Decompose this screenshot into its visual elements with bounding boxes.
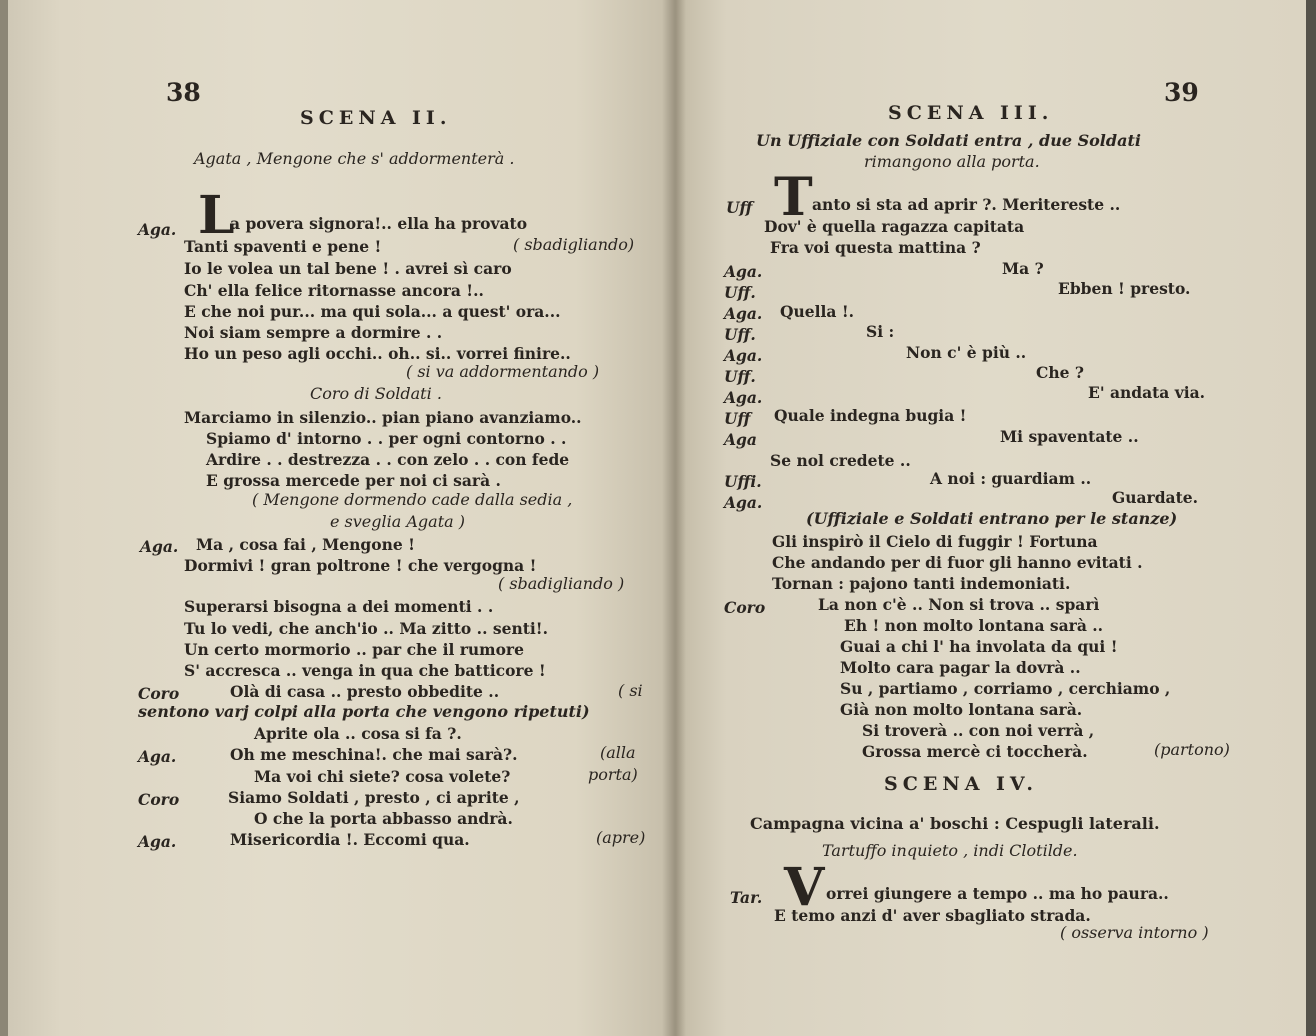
book-cover-edge-right: [1306, 0, 1316, 1036]
scene-heading: SCENA III.: [888, 102, 1054, 124]
verse-line: Siamo Soldati , presto , ci aprite ,: [228, 788, 520, 807]
stage-direction: Agata , Mengone che s' addormenterà .: [194, 149, 515, 168]
scene-heading: SCENA II.: [300, 107, 452, 129]
speaker-label: Uff: [724, 409, 751, 428]
verse-line: Tu lo vedi, che anch'io .. Ma zitto .. senti!.: [184, 619, 548, 638]
verse-line: Si troverà .. con noi verrà ,: [862, 721, 1095, 740]
stage-aside: sentono varj colpi alla porta che vengono ripetuti): [138, 702, 590, 721]
stage-aside: ( si: [618, 681, 643, 700]
verse-line: Spiamo d' intorno . . per ogni contorno . .: [206, 429, 567, 448]
verse-line: Oh me meschina!. che mai sarà?.: [230, 745, 518, 764]
verse-line: orrei giungere a tempo .. ma ho paura..: [826, 884, 1169, 903]
verse-line: E che noi pur... ma qui sola... a quest' ora...: [184, 302, 561, 321]
verse-line: Ch' ella felice ritornasse ancora !..: [184, 281, 484, 300]
stage-aside: ( sbadigliando): [513, 235, 635, 254]
drop-initial: V: [784, 857, 825, 918]
verse-line: Misericordia !. Eccomi qua.: [230, 830, 470, 849]
speaker-label: Uffi.: [724, 472, 762, 491]
drop-initial: L: [198, 185, 235, 246]
speaker-label: Coro: [138, 684, 180, 703]
chorus-label: Coro di Soldati .: [310, 384, 442, 403]
verse-line: Superarsi bisogna a dei momenti . .: [184, 597, 494, 616]
stage-aside: (Uffiziale e Soldati entrano per le stanze): [806, 509, 1178, 528]
setting-description: Campagna vicina a' boschi : Cespugli laterali.: [750, 814, 1160, 833]
speaker-label: Tar.: [730, 888, 763, 907]
speaker-label: Aga.: [138, 747, 177, 766]
stage-aside: porta): [588, 765, 638, 784]
stage-aside: (alla: [600, 743, 636, 762]
verse-line: Guai a chi l' ha involata da qui !: [840, 637, 1118, 656]
right-page: [676, 0, 1308, 1036]
verse-line: Già non molto lontana sarà.: [840, 700, 1083, 719]
verse-line: Dov' è quella ragazza capitata: [764, 217, 1025, 236]
drop-initial: T: [774, 167, 813, 228]
speaker-label: Aga.: [138, 832, 177, 851]
verse-line: A noi : guardiam ..: [930, 469, 1092, 488]
stage-aside: (apre): [596, 828, 646, 847]
verse-line: La non c'è .. Non si trova .. sparì: [818, 595, 1100, 614]
verse-line: Se nol credete ..: [770, 451, 911, 470]
verse-line: Eh ! non molto lontana sarà ..: [844, 616, 1104, 635]
verse-line: Molto cara pagar la dovrà ..: [840, 658, 1081, 677]
verse-line: Dormivi ! gran poltrone ! che vergogna !: [184, 556, 537, 575]
verse-line: Tanti spaventi e pene !: [184, 237, 382, 256]
verse-line: Ma , cosa fai , Mengone !: [196, 535, 415, 554]
verse-line: Quale indegna bugia !: [774, 406, 967, 425]
page-number: 39: [1164, 78, 1199, 107]
verse-line: Marciamo in silenzio.. pian piano avanziamo..: [184, 408, 582, 427]
verse-line: Ebben ! presto.: [1058, 279, 1191, 298]
verse-line: Che ?: [1036, 363, 1084, 382]
stage-direction: Un Uffiziale con Soldati entra , due Soldati: [756, 131, 1141, 150]
verse-line: O che la porta abbasso andrà.: [254, 809, 513, 828]
verse-line: Quella !.: [780, 302, 855, 321]
speaker-label: Coro: [724, 598, 766, 617]
speaker-label: Aga.: [724, 493, 763, 512]
stage-direction: Tartuffo inquieto , indi Clotilde.: [822, 841, 1078, 860]
speaker-label: Aga: [724, 430, 757, 449]
speaker-label: Uff: [726, 198, 753, 217]
verse-line: Un certo mormorio .. par che il rumore: [184, 640, 524, 659]
stage-aside: ( si va addormentando ): [406, 362, 600, 381]
verse-line: Ho un peso agli occhi.. oh.. si.. vorrei finire..: [184, 344, 571, 363]
speaker-label: Uff.: [724, 367, 756, 386]
speaker-label: Aga.: [724, 262, 763, 281]
verse-line: Si :: [866, 322, 895, 341]
speaker-label: Aga.: [724, 346, 763, 365]
verse-line: Ma ?: [1002, 259, 1044, 278]
stage-direction: rimangono alla porta.: [864, 152, 1040, 171]
verse-line: Non c' è più ..: [906, 343, 1027, 362]
book-gutter: [662, 0, 686, 1036]
stage-aside: ( Mengone dormendo cade dalla sedia ,: [252, 490, 573, 509]
page-number: 38: [166, 78, 201, 107]
scene-heading: SCENA IV.: [884, 773, 1038, 795]
speaker-label: Aga.: [724, 304, 763, 323]
left-page: [8, 0, 676, 1036]
speaker-label: Uff.: [724, 283, 756, 302]
verse-line: Su , partiamo , corriamo , cerchiamo ,: [840, 679, 1171, 698]
verse-line: a povera signora!.. ella ha provato: [230, 214, 528, 233]
verse-line: Grossa mercè ci toccherà.: [862, 742, 1088, 761]
verse-line: Aprite ola .. cosa si fa ?.: [254, 724, 462, 743]
speaker-label: Aga.: [138, 220, 177, 239]
speaker-label: Aga.: [724, 388, 763, 407]
verse-line: Mi spaventate ..: [1000, 427, 1139, 446]
verse-line: Fra voi questa mattina ?: [770, 238, 981, 257]
speaker-label: Uff.: [724, 325, 756, 344]
verse-line: Olà di casa .. presto obbedite ..: [230, 682, 500, 701]
verse-line: Guardate.: [1112, 488, 1199, 507]
stage-aside: e sveglia Agata ): [330, 512, 466, 531]
verse-line: Ma voi chi siete? cosa volete?: [254, 767, 511, 786]
verse-line: E' andata via.: [1088, 383, 1206, 402]
stage-aside: ( osserva intorno ): [1060, 923, 1209, 942]
verse-line: Ardire . . destrezza . . con zelo . . con fede: [206, 450, 570, 469]
verse-line: Io le volea un tal bene ! . avrei sì caro: [184, 259, 512, 278]
verse-line: Che andando per di fuor gli hanno evitati .: [772, 553, 1143, 572]
speaker-label: Aga.: [140, 537, 179, 556]
stage-aside: (partono): [1154, 740, 1230, 759]
verse-line: E grossa mercede per noi ci sarà .: [206, 471, 501, 490]
verse-line: Tornan : pajono tanti indemoniati.: [772, 574, 1071, 593]
verse-line: Noi siam sempre a dormire . .: [184, 323, 443, 342]
verse-line: S' accresca .. venga in qua che batticore !: [184, 661, 546, 680]
speaker-label: Coro: [138, 790, 180, 809]
verse-line: anto si sta ad aprir ?. Meritereste ..: [812, 195, 1121, 214]
verse-line: E temo anzi d' aver sbagliato strada.: [774, 906, 1091, 925]
stage-aside: ( sbadigliando ): [498, 574, 625, 593]
verse-line: Gli inspirò il Cielo di fuggir ! Fortuna: [772, 532, 1098, 551]
